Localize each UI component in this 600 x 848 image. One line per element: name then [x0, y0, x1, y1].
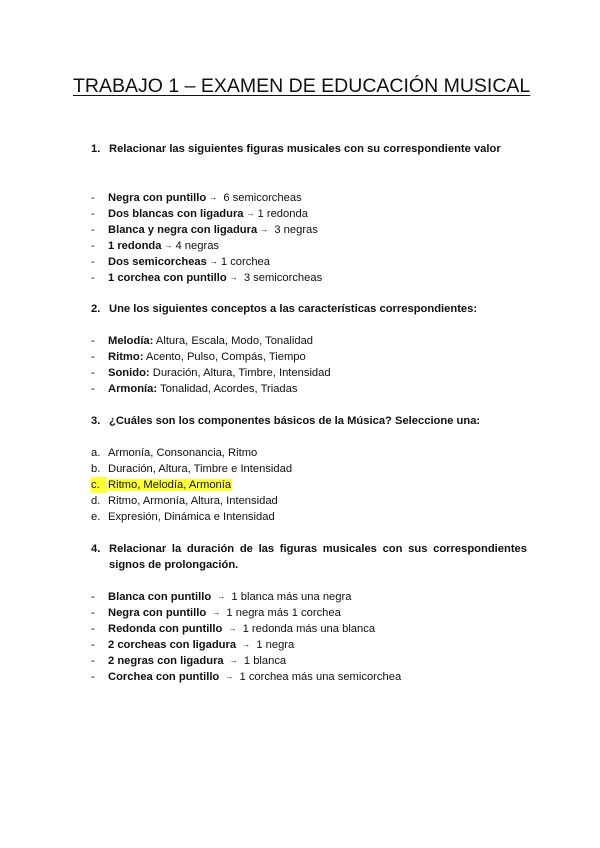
question-3-text: ¿Cuáles son los componentes básicos de la Música? Seleccione una: — [109, 415, 481, 427]
question-4 — [91, 541, 527, 573]
arrow-icon: → — [246, 209, 255, 218]
question-4-text: Relacionar la duración de las figuras musicales con sus correspondientes signos de prolongación. — [109, 543, 527, 571]
option-b: b. Duración, Altura, Timbre e Intensidad — [91, 463, 293, 475]
list-item: - Redonda con puntillo → 1 redonda más una blanca — [91, 623, 376, 635]
option-d: d. Ritmo, Armonía, Altura, Intensidad — [91, 495, 278, 507]
list-item: - Blanca con puntillo → 1 blanca más una negra — [91, 591, 352, 603]
question-2-text: Une los siguientes conceptos a las características correspondientes: — [109, 303, 478, 315]
list-item: - Blanca y negra con ligadura → 3 negras — [91, 224, 318, 236]
arrow-icon: → — [228, 624, 237, 633]
list-item: - Dos semicorcheas → 1 corchea — [91, 256, 271, 268]
list-item: - Corchea con puntillo → 1 corchea más una semicorchea — [91, 671, 402, 683]
question-2-list — [0, 333, 600, 397]
question-3 — [91, 413, 527, 429]
question-1 — [91, 141, 527, 157]
option-e: e. Expresión, Dinámica e Intensidad — [91, 511, 275, 523]
arrow-icon: → — [229, 656, 238, 665]
question-1-text: Relacionar las siguientes figuras musicales con su correspondiente valor — [109, 143, 501, 155]
arrow-icon: → — [260, 225, 269, 234]
list-item: - Armonía: Tonalidad, Acordes, Triadas — [91, 383, 298, 395]
question-2-number: 2. — [91, 303, 101, 315]
list-item: - Melodía: Altura, Escala, Modo, Tonalidad — [91, 335, 314, 347]
arrow-icon: → — [209, 193, 218, 202]
list-item: - 2 corcheas con ligadura → 1 negra — [91, 639, 295, 651]
list-item: - Sonido: Duración, Altura, Timbre, Intensidad — [91, 367, 331, 379]
list-item: - Ritmo: Acento, Pulso, Compás, Tiempo — [91, 351, 306, 363]
question-3-options — [0, 445, 600, 525]
list-item: - Negra con puntillo → 6 semicorcheas — [91, 192, 302, 204]
arrow-icon: → — [164, 241, 173, 250]
page-title: TRABAJO 1 – EXAMEN DE EDUCACIÓN MUSICAL — [73, 75, 531, 97]
option-a: a. Armonía, Consonancia, Ritmo — [91, 447, 258, 459]
arrow-icon: → — [242, 640, 251, 649]
question-4-list — [0, 589, 600, 685]
list-item: - Negra con puntillo → 1 negra más 1 corchea — [91, 607, 341, 619]
option-c-highlighted: c. Ritmo, Melodía, Armonía — [91, 479, 232, 491]
question-1-list — [0, 190, 600, 286]
list-item: - 2 negras con ligadura → 1 blanca — [91, 655, 287, 667]
arrow-icon: → — [229, 273, 238, 282]
question-4-number: 4. — [91, 543, 101, 555]
question-1-number: 1. — [91, 143, 101, 155]
list-item: - 1 redonda → 4 negras — [91, 240, 220, 252]
arrow-icon: → — [209, 257, 218, 266]
list-item: - Dos blancas con ligadura → 1 redonda — [91, 208, 308, 220]
arrow-icon: → — [212, 608, 221, 617]
arrow-icon: → — [225, 672, 234, 681]
list-item: - 1 corchea con puntillo → 3 semicorcheas — [91, 272, 323, 284]
arrow-icon: → — [217, 592, 226, 601]
question-2 — [91, 301, 527, 317]
question-3-number: 3. — [91, 415, 101, 427]
